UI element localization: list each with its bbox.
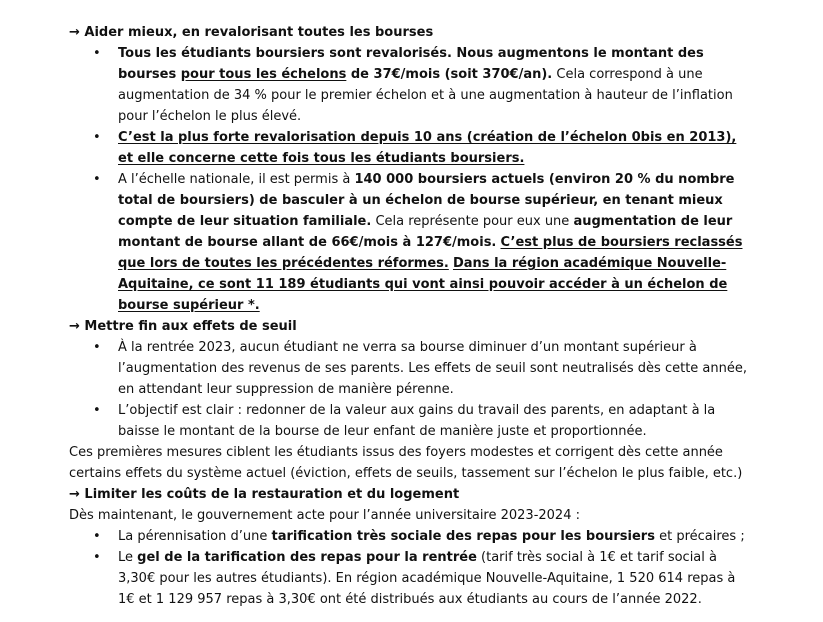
text-run: 140 000 boursiers actuels (environ 20 % du nombre total de boursiers) de basculer à un échelon de bourse supérieur, en tenant mieux compte de leur situation familiale. [118,172,735,229]
section-heading-effets-de-seuil: → Mettre fin aux effets de seuil [69,319,297,334]
list-item [69,43,749,127]
text-run: La pérennisation d’une [118,529,272,544]
list-item-text [118,46,733,124]
bullet-icon: • [93,529,101,544]
list-item-text [118,550,735,607]
bullet-icon: • [93,46,101,61]
bullet-list-effets-de-seuil [69,337,749,442]
text-run: augmentation de leur montant de bourse allant de 66€/mois à 127€/mois. [118,214,733,250]
list-item-text [118,172,742,313]
text-run: Le [118,550,138,565]
text-run: À la rentrée 2023, aucun étudiant ne verra sa bourse diminuer d’un montant supérieur à l’augmentation des revenus de ses parents. Les effets de seuil sont neutralisés dès cette année, en attendant leur suppression de manière pérenne. [118,340,747,397]
text-run: gel de la tarification des repas pour la rentrée [137,550,477,565]
text-run: A l’échelle nationale, il est permis à [118,172,355,187]
body-paragraph: Ces premières mesures ciblent les étudiants issus des foyers modestes et corrigent dès cette année certains effets du système actuel (éviction, effets de seuils, tassement sur l’échelon le plus faible, etc.) [69,445,743,481]
bullet-list-restauration [69,526,749,610]
section-heading-aider-mieux: → Aider mieux, en revalorisant toutes les bourses [69,25,434,40]
list-item-text [118,529,745,544]
list-item [69,400,749,442]
bullet-icon: • [93,550,101,565]
text-run: (tarif très social à 1€ et tarif social à 3,30€ pour les autres étudiants). En région académique Nouvelle-Aquitaine, 1 520 614 repas à 1€ et 1 129 957 repas à 3,30€ ont été distribués aux étudiants au cours de l’année 2022. [118,550,736,607]
text-run: pour tous les échelons [180,67,347,82]
text-run: et précaires ; [654,529,745,544]
section-heading-restauration-logement: → Limiter les coûts de la restauration et du logement [69,487,460,502]
document-page [69,22,749,610]
text-run: Tous les étudiants boursiers sont revalorisés. Nous augmentons le montant des bourses [118,46,704,82]
text-run: Cela représente pour eux une [371,214,574,229]
list-item [69,547,749,610]
text-run: Cela correspond à une augmentation de 34 % pour le premier échelon et à une augmentation à hauteur de l’inflation pour l’échelon le plus élevé. [118,67,733,124]
text-run: Dans la région académique Nouvelle-Aquitaine, ce sont 11 189 étudiants qui vont ainsi pouvoir accéder à un échelon de bourse supérieur *. [118,256,728,313]
text-run: L’objectif est clair : redonner de la valeur aux gains du travail des parents, en adaptant à la baisse le montant de la bourse de leur enfant de manière juste et proportionnée. [118,403,716,439]
bullet-icon: • [93,340,101,355]
list-item [69,127,749,169]
list-item [69,526,749,547]
list-item-text [118,403,715,439]
text-run: C’est la plus forte revalorisation depuis 10 ans (création de l’échelon 0bis en 2013), et elle concerne cette fois tous les étudiants boursiers. [118,130,737,166]
text-run: C’est plus de boursiers reclassés que lors de toutes les précédentes réformes. [118,235,743,271]
list-item [69,169,749,316]
bullet-list-aider-mieux [69,43,749,316]
bullet-icon: • [93,130,101,145]
section-intro: Dès maintenant, le gouvernement acte pour l’année universitaire 2023-2024 : [69,508,580,523]
list-item [69,337,749,400]
text-run: tarification très sociale des repas pour les boursiers [271,529,655,544]
bullet-icon: • [93,403,101,418]
text-run: de 37€/mois (soit 370€/an). [346,67,553,82]
list-item-text [118,340,747,397]
list-item-text [118,130,736,166]
bullet-icon: • [93,172,101,187]
